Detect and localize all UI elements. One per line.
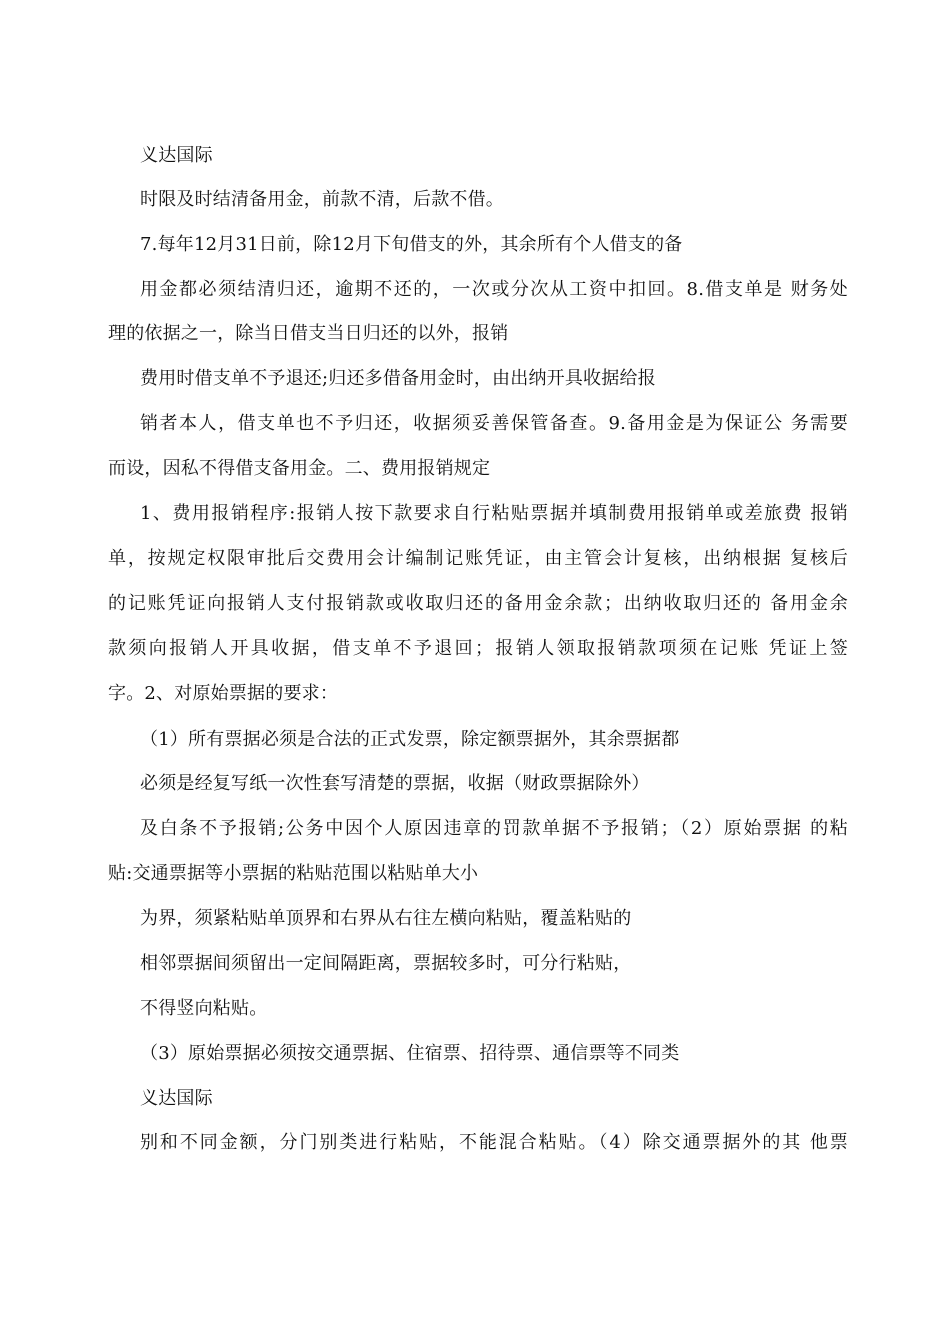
text-line: 时限及时结清备用金，前款不清，后款不借。 (140, 189, 504, 210)
text-line: 费用时借支单不予退还;归还多借备用金时，由出纳开具收据给报 (140, 368, 656, 389)
text-line: 字。2、对原始票据的要求： (108, 683, 339, 704)
text-line: 及白条不予报销;公务中因个人原因违章的罚款单据不予报销；（2）原始票据 的粘 (140, 818, 848, 839)
header-company: 义达国际 (140, 1088, 213, 1109)
header-company: 义达国际 (140, 145, 213, 166)
text-line: 为界，须紧粘贴单顶界和右界从右往左横向粘贴，覆盖粘贴的 (140, 908, 632, 929)
text-line: 不得竖向粘贴。 (140, 998, 268, 1019)
text-line: 必须是经复写纸一次性套写清楚的票据，收据（财政票据除外） (140, 773, 650, 794)
text-line: 别和不同金额，分门别类进行粘贴，不能混合粘贴。（4）除交通票据外的其 他票 (140, 1132, 848, 1153)
text-line: 单，按规定权限审批后交费用会计编制记账凭证，由主管会计复核，出纳根据 复核后 (108, 548, 848, 569)
text-line: 的记账凭证向报销人支付报销款或收取归还的备用金余款；出纳收取归还的 备用金余 (108, 593, 848, 614)
text-line: 理的依据之一，除当日借支当日归还的以外，报销 (108, 323, 509, 344)
text-line: 相邻票据间须留出一定间隔距离，票据较多时，可分行粘贴， (140, 953, 632, 974)
text-line: 销者本人，借支单也不予归还，收据须妥善保管备查。9.备用金是为保证公 务需要 (140, 413, 848, 434)
text-line: 贴:交通票据等小票据的粘贴范围以粘贴单大小 (108, 863, 479, 884)
text-line: 而设，因私不得借支备用金。二、费用报销规定 (108, 458, 491, 479)
text-line: 款须向报销人开具收据，借支单不予退回；报销人领取报销款项须在记账 凭证上签 (108, 638, 848, 659)
text-line: 1、费用报销程序:报销人按下款要求自行粘贴票据并填制费用报销单或差旅费 报销 (140, 503, 848, 524)
text-line: （1）所有票据必须是合法的正式发票，除定额票据外，其余票据都 (140, 729, 680, 750)
text-line: 7.每年12月31日前，除12月下旬借支的外，其余所有个人借支的备 (140, 234, 683, 255)
text-line: 用金都必须结清归还，逾期不还的，一次或分次从工资中扣回。8.借支单是 财务处 (140, 279, 848, 300)
text-line: （3）原始票据必须按交通票据、住宿票、招待票、通信票等不同类 (140, 1043, 680, 1064)
